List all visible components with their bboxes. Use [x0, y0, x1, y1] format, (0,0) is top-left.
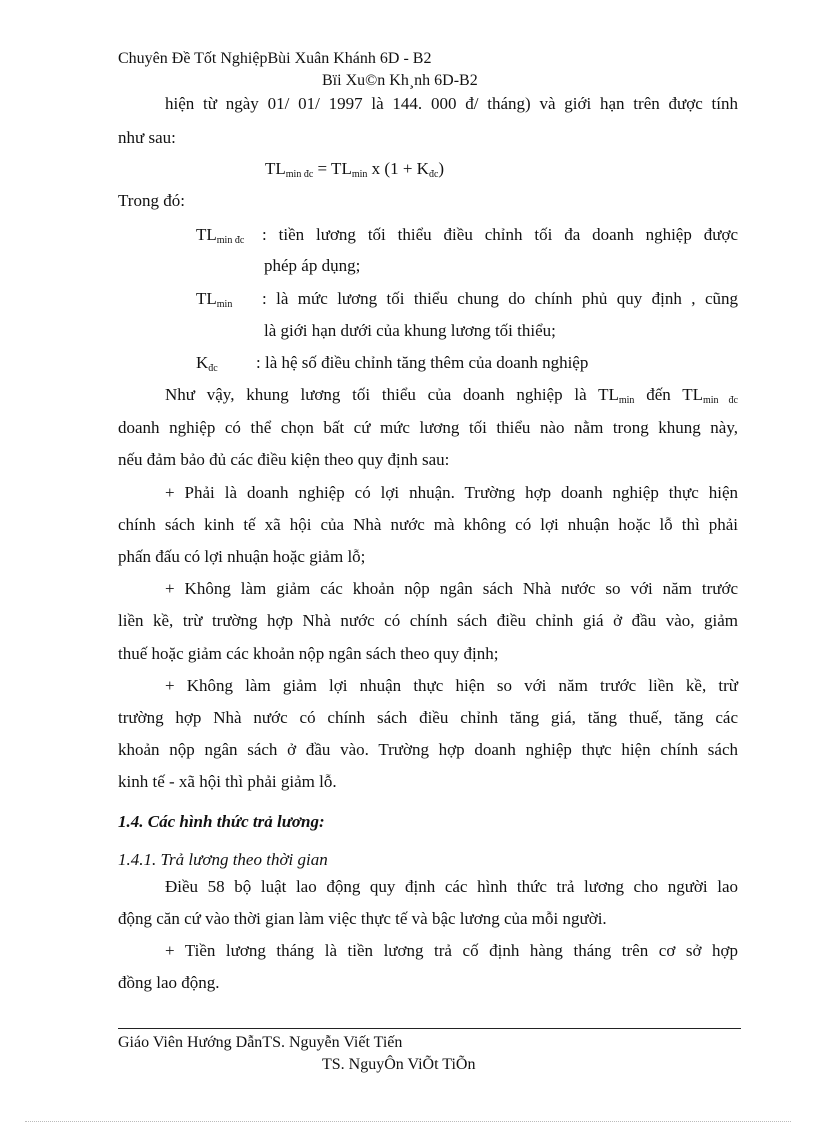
frame-sub-2: min đc — [702, 395, 738, 406]
header-author: Bïi Xu©n Kh¸nh 6D-B2 — [322, 72, 478, 89]
intro-line-1: hiện từ ngày 01/ 01/ 1997 là 144. 000 đ/ tháng) và giới hạn trên được tính — [165, 94, 738, 113]
def-sub: min — [216, 299, 233, 310]
cond2-line-1: + Không làm giảm các khoản nộp ngân sách Nhà nước so với năm trước — [165, 579, 738, 598]
cond3-line-4: kinh tế - xã hội thì phải giảm lỗ. — [118, 772, 337, 791]
cond3-line-3: khoản nộp ngân sách ở đầu vào. Trường hợp doanh nghiệp thực hiện chính sách — [118, 740, 738, 759]
cond2-line-2: liền kề, trừ trường hợp Nhà nước có chính sách điều chỉnh giá ở đầu vào, giảm — [118, 611, 738, 630]
cond2-line-3: thuế hoặc giảm các khoản nộp ngân sách theo quy định; — [118, 644, 499, 663]
def-text-1b: phép áp dụng; — [264, 256, 361, 275]
formula — [265, 159, 444, 179]
monthly-line-2: đồng lao động. — [118, 973, 220, 992]
footer-supervisor: Giáo Viên Hướng DẫnTS. Nguyễn Viết Tiến — [118, 1034, 403, 1051]
cond1-line-3: phấn đấu có lợi nhuận hoặc giảm lỗ; — [118, 547, 366, 566]
def-sym: TL — [196, 225, 217, 244]
intro-line-2: như sau: — [118, 128, 176, 147]
art58-line-2: động căn cứ vào thời gian làm việc thực tế và bậc lương của mỗi người. — [118, 909, 607, 928]
formula-lhs-sub: min đc — [285, 169, 314, 180]
art58-line-1: Điều 58 bộ luật lao động quy định các hình thức trả lương cho người lao — [165, 877, 738, 896]
frame-line-1 — [165, 385, 738, 405]
frame-sub-1: min — [618, 395, 635, 406]
def-text-2a: : là mức lương tối thiểu chung do chính phủ quy định , cũng — [262, 289, 738, 308]
def-text-2b: là giới hạn dưới của khung lương tối thiểu; — [264, 321, 556, 340]
monthly-line-1: + Tiền lương tháng là tiền lương trả cố định hàng tháng trên cơ sở hợp — [165, 941, 738, 960]
def-text-1a: : tiền lương tối thiểu điều chỉnh tối đa doanh nghiệp được — [262, 225, 738, 244]
frame-line-3: nếu đảm bảo đủ các điều kiện theo quy định sau: — [118, 450, 450, 469]
formula-lhs: TL — [265, 159, 286, 178]
frame-line-2: doanh nghiệp có thể chọn bất cứ mức lương tối thiểu nào nằm trong khung này, — [118, 418, 738, 437]
def-symbol-kdc — [196, 353, 218, 373]
cond3-line-2: trường hợp Nhà nước có chính sách điều chỉnh tăng giá, tăng thuế, tăng các — [118, 708, 738, 727]
footer-supervisor-encoded: TS. NguyÔn ViÕt TiÕn — [322, 1056, 476, 1073]
header-title: Chuyên Đề Tốt NghiệpBùi Xuân Khánh 6D - B2 — [118, 50, 432, 67]
cond3-line-1: + Không làm giảm lợi nhuận thực hiện so với năm trước liền kề, trừ — [165, 676, 738, 695]
frame-text-b: đến TL — [634, 385, 703, 404]
def-sub: đc — [208, 363, 218, 374]
where-label: Trong đó: — [118, 191, 185, 210]
formula-rhs-sub: min — [351, 169, 368, 180]
def-text-3: : là hệ số điều chỉnh tăng thêm của doanh nghiệp — [256, 353, 589, 372]
frame-text-a: Như vậy, khung lương tối thiểu của doanh nghiệp là TL — [165, 385, 619, 404]
def-sub: min đc — [216, 235, 245, 246]
def-symbol-tlmin — [196, 289, 232, 309]
page-bottom-border — [25, 1121, 791, 1122]
footer-divider — [118, 1028, 741, 1029]
formula-tail: x (1 + K — [367, 159, 429, 178]
subsection-heading: 1.4.1. Trả lương theo thời gian — [118, 850, 328, 869]
def-sym: TL — [196, 289, 217, 308]
cond1-line-2: chính sách kinh tế xã hội của Nhà nước mà không có lợi nhuận hoặc lỗ thì phải — [118, 515, 738, 534]
formula-k-sub: đc — [428, 169, 439, 180]
formula-eq: = TL — [317, 159, 352, 178]
cond1-line-1: + Phải là doanh nghiệp có lợi nhuận. Trường hợp doanh nghiệp thực hiện — [165, 483, 738, 502]
def-sym: K — [196, 353, 209, 372]
section-heading: 1.4. Các hình thức trả lương: — [118, 812, 325, 831]
formula-close: ) — [438, 159, 445, 178]
def-symbol-tlmindc — [196, 225, 244, 245]
